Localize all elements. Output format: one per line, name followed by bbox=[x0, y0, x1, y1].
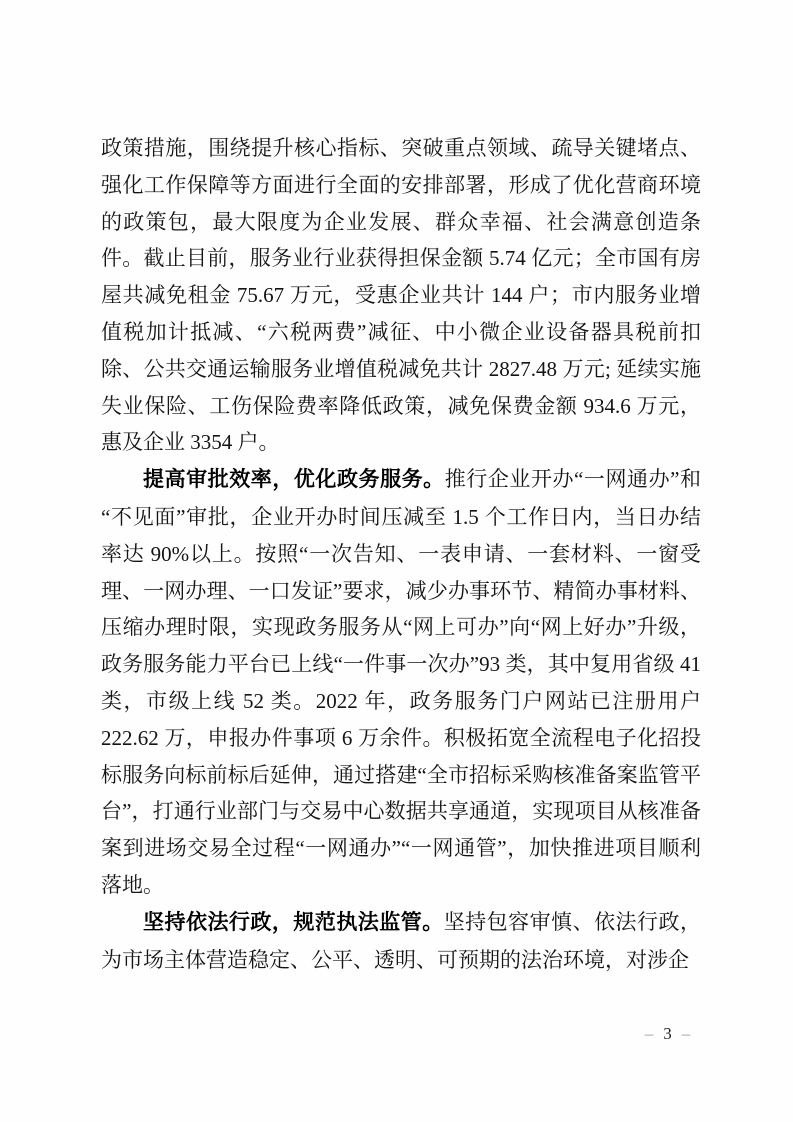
paragraph bbox=[101, 461, 701, 904]
page-number: 3 bbox=[663, 1024, 673, 1043]
paragraph-text: 坚持包容审慎、依法行政，为市场主体营造稳定、公平、透明、可预期的法治环境，对涉企 bbox=[101, 909, 701, 972]
paragraph bbox=[101, 904, 701, 979]
page-footer bbox=[618, 1024, 718, 1044]
paragraph-text: 推行企业开办“一网通办”和“不见面”审批，企业开办时间压减至 1.5 个工作日内，当日办结率达 90%以上。按照“一次告知、一表申请、一套材料、一窗受理、一网办理、一口发证”要求，减少办事环节、精简办事材料、压缩办理时限，实现政务服务从“网上可办”向“网上好办”升级，政务服务能力平台已上线“一件事一次办”93 类，其中复用省级 41 类，市级上线 52 类。2022 年，政务服务门户网站已注册用户 222.62 万，申报办件事项 6 万余件。积极拓宽全流程电子化招投标服务向标前标后延伸，通过搭建“全市招标采购核准备案监管平台”，打通行业部门与交易中心数据共享通道，实现项目从核准备案到进场交易全过程“一网通办”“一网通管”，加快推进项目顺利落地。 bbox=[101, 467, 702, 897]
page-number-dash: – bbox=[681, 1024, 692, 1043]
paragraph-text: 政策措施，围绕提升核心指标、突破重点领域、疏导关键堵点、强化工作保障等方面进行全面的安排部署，形成了优化营商环境的政策包，最大限度为企业发展、群众幸福、社会满意创造条件。截止目前，服务业行业获得担保金额 5.74 亿元；全市国有房屋共减免租金 75.67 万元，受惠企业共计 144 户；市内服务业增值税加计抵减、“六税两费”减征、中小微企业设备器具税前扣除、公共交通运输服务业增值税减免共计 2827.48 万元; 延续实施失业保险、工伤保险费率降低政策，减免保费金额 934.6 万元，惠及企业 3354 户。 bbox=[101, 136, 701, 455]
page-content bbox=[101, 130, 701, 978]
paragraph bbox=[101, 130, 701, 461]
paragraph-lead: 坚持依法行政，规范执法监管。 bbox=[143, 910, 444, 934]
page-number-dash: – bbox=[644, 1024, 655, 1043]
paragraph-lead: 提高审批效率，优化政务服务。 bbox=[143, 468, 445, 492]
